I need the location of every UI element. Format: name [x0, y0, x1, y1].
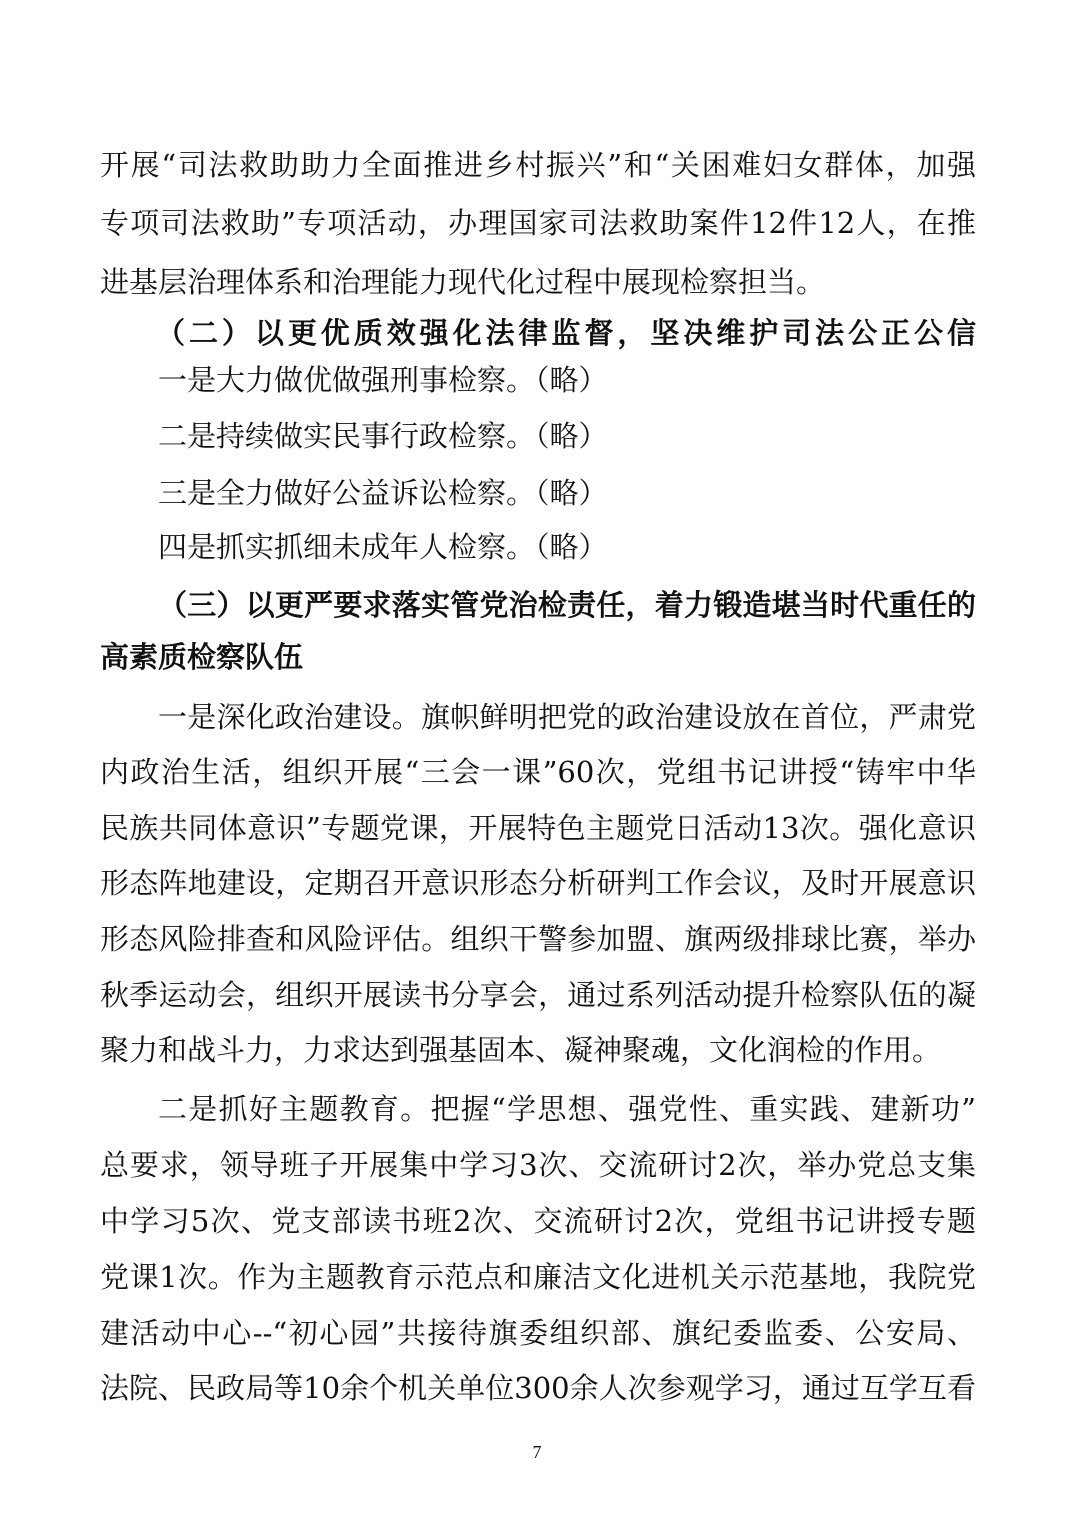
paragraph-line: 形态风险排查和风险评估。组织干警参加盟、旗两级排球比赛，举办 — [100, 922, 976, 956]
section-heading-line: （二）以更优质效强化法律监督，坚决维护司法公正公信 — [156, 316, 976, 350]
section-heading-line: 高素质检察队伍 — [100, 640, 304, 674]
paragraph-line: 二是持续做实民事行政检察。（略） — [158, 419, 608, 453]
section-heading-line: （三）以更严要求落实管党治检责任，着力锻造堪当时代重任的 — [158, 588, 976, 622]
paragraph-line: 中学习5次、党支部读书班2次、交流研讨2次，党组书记讲授专题 — [100, 1204, 976, 1238]
paragraph-line: 内政治生活，组织开展“三会一课”60次，党组书记讲授“铸牢中华 — [100, 755, 976, 789]
paragraph-line: 一是深化政治建设。旗帜鲜明把党的政治建设放在首位，严肃党 — [158, 700, 976, 734]
paragraph-line: 进基层治理体系和治理能力现代化过程中展现检察担当。 — [100, 265, 826, 299]
paragraph-line: 形态阵地建设，定期召开意识形态分析研判工作会议，及时开展意识 — [100, 866, 976, 900]
paragraph-line: 专项司法救助”专项活动，办理国家司法救助案件12件12人，在推 — [100, 206, 976, 240]
paragraph-line: 建活动中心--“初心园”共接待旗委组织部、旗纪委监委、公安局、 — [100, 1316, 976, 1350]
paragraph-line: 秋季运动会，组织开展读书分享会，通过系列活动提升检察队伍的凝 — [100, 978, 976, 1012]
paragraph-line: 民族共同体意识”专题党课，开展特色主题党日活动13次。强化意识 — [100, 811, 976, 845]
paragraph-line: 二是抓好主题教育。把握“学思想、强党性、重实践、建新功” — [158, 1092, 976, 1126]
paragraph-line: 开展“司法救助助力全面推进乡村振兴”和“关困难妇女群体，加强 — [100, 148, 976, 182]
paragraph-line: 四是抓实抓细未成年人检察。（略） — [158, 530, 608, 564]
paragraph-line: 法院、民政局等10余个机关单位300余人次参观学习，通过互学互看 — [100, 1371, 976, 1405]
page-number: 7 — [532, 1442, 542, 1462]
paragraph-line: 党课1次。作为主题教育示范点和廉洁文化进机关示范基地，我院党 — [100, 1260, 976, 1294]
paragraph-line: 总要求，领导班子开展集中学习3次、交流研讨2次，举办党总支集 — [100, 1148, 976, 1182]
paragraph-line: 一是大力做优做强刑事检察。（略） — [158, 363, 608, 397]
paragraph-line: 聚力和战斗力，力求达到强基固本、凝神聚魂，文化润检的作用。 — [100, 1033, 942, 1067]
paragraph-line: 三是全力做好公益诉讼检察。（略） — [158, 476, 608, 510]
